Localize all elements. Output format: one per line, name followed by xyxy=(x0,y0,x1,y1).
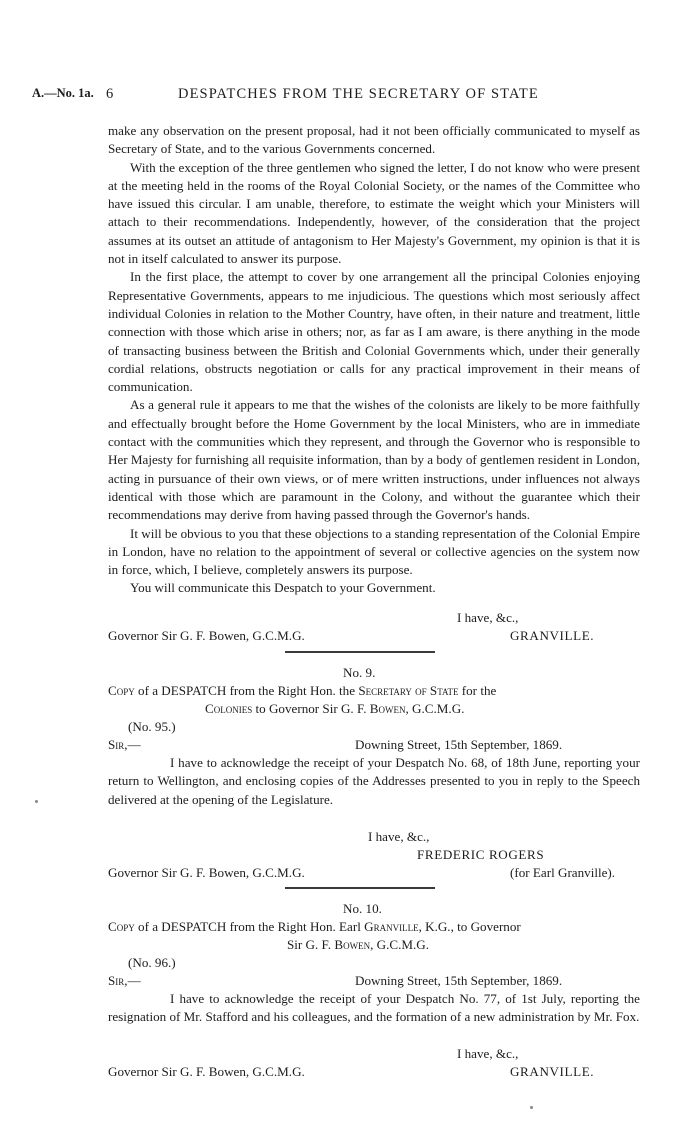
despatch-body xyxy=(108,754,640,809)
paragraph: In the first place, the attempt to cover by one arrangement all the principal Colonies enjoying Representative Governments, appears to me injudicious. The questions which most seriously affect individual Colonies in relation to the Mother Country, have often, in their nature and treatment, little connection with those which arise in others; nor, as far as I am aware, is there anything in the mode of transacting business between the British and Colonial Governments which, under their generally cordial relations, obstructs negotiation or calls for any practical improvement in their means of communication. xyxy=(108,269,640,395)
paragraph: I have to acknowledge the receipt of your Despatch No. 77, of 1st July, reporting the resignation of Mr. Stafford and his colleagues, and the formation of a new administration by Mr. Fox. xyxy=(108,991,640,1025)
paragraph: As a general rule it appears to me that the wishes of the colonists are likely to be more faithfully and effectually brought before the Home Government by the local Ministers, who are in immediate contact with the communities which they represent, and through the Governor who is responsible to Her Majesty for furnishing all requisite information, than by a body of gentlemen resident in London, acting in pursuance of their own views, or of mere written instructions, under influences not always identical with those which are paramount in the Colony, and without the guarantee which their recommendations may derive from having passed through the Governor's hands. xyxy=(108,397,640,523)
addressee: Governor Sir G. F. Bowen, G.C.M.G. xyxy=(108,628,305,643)
signature: GRANVILLE. xyxy=(510,1064,595,1079)
addressee: Governor Sir G. F. Bowen, G.C.M.G. xyxy=(108,865,305,880)
signature: FREDERIC ROGERS xyxy=(417,847,545,862)
closing-salutation: I have, &c., xyxy=(368,829,430,844)
signature: GRANVILLE. xyxy=(510,628,595,643)
despatch-body xyxy=(108,122,640,598)
page-header xyxy=(0,86,700,106)
despatch-heading: Copy of a DESPATCH from the Right Hon. the Secretary of State for the xyxy=(108,683,497,698)
page-number: 6 xyxy=(106,86,114,102)
closing-salutation: I have, &c., xyxy=(457,1046,519,1061)
addressee: Governor Sir G. F. Bowen, G.C.M.G. xyxy=(108,1064,305,1079)
paper-reference: A.—No. 1a. xyxy=(32,86,94,100)
paragraph: I have to acknowledge the receipt of your Despatch No. 68, of 18th June, reporting your return to Wellington, and enclosing copies of the Addresses presented to you in reply to the Speech delivered at the opening of the Legislature. xyxy=(108,755,640,807)
despatch-number: No. 10. xyxy=(343,901,382,916)
paragraph: It will be obvious to you that these objections to a standing representation of the Colonial Empire in London, have no relation to the appointment of several or collective agencies on the system now in force, which, I believe, completely answers its purpose. xyxy=(108,525,640,578)
scan-speck xyxy=(35,800,38,803)
scan-speck xyxy=(530,1106,533,1109)
despatch-ref-number: (No. 95.) xyxy=(128,719,176,734)
section-divider xyxy=(285,887,435,889)
despatch-number: No. 9. xyxy=(343,665,376,680)
salutation: Sir,— xyxy=(108,737,141,752)
salutation: Sir,— xyxy=(108,973,141,988)
place-date: Downing Street, 15th September, 1869. xyxy=(355,737,563,752)
closing-salutation: I have, &c., xyxy=(457,610,519,625)
signature-on-behalf: (for Earl Granville). xyxy=(510,865,616,880)
place-date: Downing Street, 15th September, 1869. xyxy=(355,973,563,988)
paragraph-continuation: make any observation on the present proposal, had it not been officially communicated to myself as Secretary of State, and to the various Governments concerned. xyxy=(108,123,640,157)
despatch-heading: Copy of a DESPATCH from the Right Hon. Earl Granville, K.G., to Governor xyxy=(108,919,521,934)
paragraph: With the exception of the three gentlemen who signed the letter, I do not know who were present at the meeting held in the rooms of the Royal Colonial Society, or the names of the Committee who have issued this circular. I am unable, therefore, to estimate the weight which your Ministers will attach to their recommendations. Independently, however, of the consideration that the project assumes at its outset an attitude of antagonism to Her Majesty's Government, my opinion is that it is not in itself calculated to answer its purpose. xyxy=(108,159,640,267)
despatch-ref-number: (No. 96.) xyxy=(128,955,176,970)
section-divider xyxy=(285,651,435,653)
paragraph: You will communicate this Despatch to your Government. xyxy=(130,580,436,596)
running-title: DESPATCHES FROM THE SECRETARY OF STATE xyxy=(178,86,539,102)
despatch-body xyxy=(108,990,640,1027)
despatch-heading-cont: Colonies to Governor Sir G. F. Bowen, G.C.M.G. xyxy=(205,701,465,716)
despatch-heading-cont: Sir G. F. Bowen, G.C.M.G. xyxy=(287,937,430,952)
